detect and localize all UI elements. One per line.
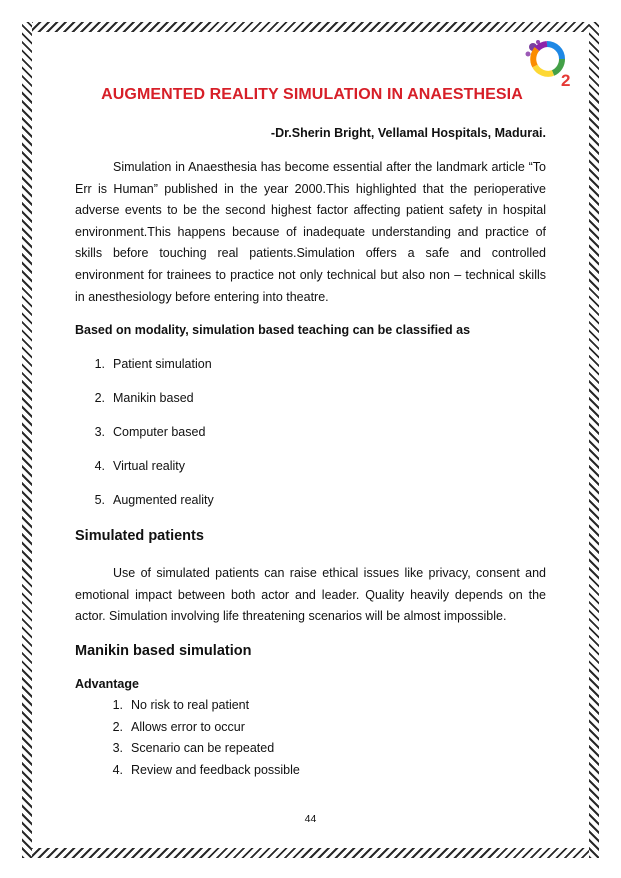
simulated-patients-paragraph: Use of simulated patients can raise ethical issues like privacy, consent and emotional impact between both actor and leader. Quality heavily depends on the actor. Simulation involving life threatening scenarios will be almost impossible. [75,566,546,624]
list-item: 4. Review and feedback possible [112,762,300,777]
simulated-patients-heading: Simulated patients [75,528,204,544]
list-item: 1. No risk to real patient [112,698,250,712]
list-item: 3. Scenario can be repeated [112,741,275,755]
list-item: 2. Allows error to occur [112,719,245,734]
author-line: -Dr.Sherin Bright, Vellamal Hospitals, Madurai. [270,126,546,140]
advantages-list [75,698,300,784]
list-item: 5. Augmented reality [94,493,214,507]
border-bottom [22,848,599,858]
manikin-heading: Manikin based simulation [75,643,252,659]
advantage-subheading: Advantage [75,677,139,691]
intro-paragraph: Simulation in Anaesthesia has become essential after the landmark article “To Err is Human” published in the year 2000.This highlighted that the perioperative adverse events to be the second highest factor affecting patient safety in hospital environment.This happens because of inadequate understanding and practice of skills before touching real patients.Simulation offers a safe and controlled environment for trainees to practice not only technical but also non – technical skills in anesthesiology before entering into theatre. [75,160,546,304]
list-item: 2. Manikin based [94,391,194,405]
border-right [589,22,599,858]
list-item: 4. Virtual reality [94,459,186,473]
border-left [22,22,32,858]
modality-list [75,357,214,527]
o2-logo [523,38,579,90]
page-number: 44 [304,813,317,825]
article-title: AUGMENTED REALITY SIMULATION IN ANAESTHESIA [101,86,523,103]
list-item: 3. Computer based [94,425,206,439]
list-item: 1. Patient simulation [94,357,212,371]
modality-heading: Based on modality, simulation based teaching can be classified as [75,323,471,337]
border-top [22,22,599,32]
logo-subscript: 2 [561,71,571,90]
